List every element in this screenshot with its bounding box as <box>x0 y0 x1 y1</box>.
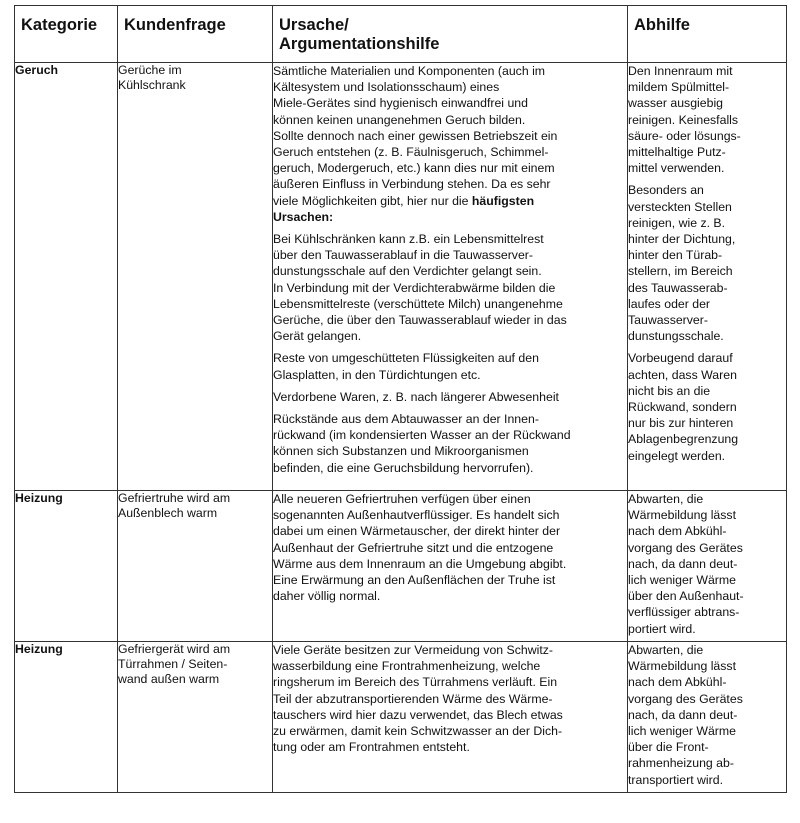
remedy-line: vorgang des Gerätes <box>628 540 743 555</box>
cause-line: Gerüche, die über den Tauwasserablauf wieder in das <box>273 313 567 328</box>
question-cell <box>118 642 273 793</box>
remedy-line: über den Außenhaut- <box>628 589 744 604</box>
cause-line: Sämtliche Materialien und Komponenten (auch im <box>273 64 546 78</box>
remedy-line: Tauwasserver- <box>628 313 708 328</box>
cause-text: viele Möglichkeiten gibt, hier nur die <box>273 193 472 208</box>
remedy-line: mildem Spülmittel- <box>628 80 730 95</box>
remedy-line: Besonders an <box>628 183 704 198</box>
cause-line: zu erwärmen, damit kein Schwitzwasser an der Dich- <box>273 724 563 739</box>
cause-line: In Verbindung mit der Verdichterabwärme bilden die <box>273 280 556 295</box>
remedy-paragraph <box>628 63 786 176</box>
cause-line: Eine Erwärmung an den Außenflächen der Truhe ist <box>273 573 556 588</box>
cause-line: tung oder am Frontrahmen entsteht. <box>273 740 470 755</box>
remedy-cell <box>628 491 787 642</box>
cause-emphasis: häufigsten <box>471 193 535 208</box>
remedy-line: versteckten Stellen <box>628 199 732 214</box>
remedy-line: lich weniger Wärme <box>628 573 736 588</box>
cause-line: Außenhaut der Gefriertruhe sitzt und die entzogene <box>273 540 554 555</box>
question-line: Außenblech warm <box>118 506 218 520</box>
remedy-paragraph <box>628 642 786 788</box>
remedy-line: Ablagenbegrenzung <box>628 432 739 447</box>
remedy-paragraph <box>628 182 786 344</box>
cause-line <box>273 193 627 209</box>
remedy-line: nach dem Abkühl- <box>628 675 727 690</box>
remedy-line: hinter der Dichtung, <box>628 232 736 247</box>
question-line: Gerüche im <box>118 63 182 77</box>
remedy-line: wasser ausgiebig <box>628 96 724 111</box>
table-row <box>15 63 787 491</box>
cause-paragraph <box>273 491 627 604</box>
header-remedy: Abhilfe <box>628 6 787 63</box>
cause-line: Miele-Gerätes sind hygienisch einwandfrei und <box>273 96 528 111</box>
cause-line: können sich Substanzen und Mikroorganismen <box>273 444 529 459</box>
cause-line: Bei Kühlschränken kann z.B. ein Lebensmittelrest <box>273 232 544 247</box>
cause-line: Glasplatten, in den Türdichtungen etc. <box>273 367 481 382</box>
cause-line: Alle neueren Gefriertruhen verfügen über einen <box>273 492 531 506</box>
remedy-line: Wärmebildung lässt <box>628 659 736 674</box>
cause-line: daher völlig normal. <box>273 589 381 604</box>
cause-line: wasserbildung eine Frontrahmenheizung, welche <box>273 659 541 674</box>
remedy-line: reinigen, wie z. B. <box>628 215 726 230</box>
cause-line: tauschers wird hier dazu verwendet, das Blech etwas <box>273 707 563 722</box>
header-cause-line1: Ursache/ <box>279 16 349 34</box>
question-line: Gefriertruhe wird am <box>118 491 231 505</box>
remedy-line: Rückwand, sondern <box>628 400 737 415</box>
cause-line: ringsherum im Bereich des Türrahmens verläuft. Ein <box>273 675 558 690</box>
remedy-line: hinter den Türab- <box>628 248 723 263</box>
cause-line: Viele Geräte besitzen zur Vermeidung von Schwitz- <box>273 643 554 657</box>
cause-line: Rückstände aus dem Abtauwasser an der Innen- <box>273 412 539 427</box>
remedy-line: Wärmebildung lässt <box>628 508 736 523</box>
table-row <box>15 642 787 793</box>
header-question: Kundenfrage <box>118 6 273 63</box>
remedy-line: nur bis zur hinteren <box>628 416 734 431</box>
cause-paragraph <box>273 389 627 405</box>
remedy-line: laufes oder der <box>628 296 711 311</box>
remedy-line: stellern, im Bereich <box>628 264 733 279</box>
cause-cell <box>273 491 628 642</box>
cause-cell <box>273 642 628 793</box>
question-line: Türrahmen / Seiten- <box>118 657 228 671</box>
question-cell <box>118 491 273 642</box>
cause-line: befinden, die eine Geruchsbildung hervorrufen). <box>273 460 534 475</box>
remedy-line: nach, da dann deut- <box>628 556 738 571</box>
remedy-line: des Tauwasserab- <box>628 280 728 295</box>
remedy-line: transportiert wird. <box>628 772 723 787</box>
cause-line: geruch, Modergeruch, etc.) kann dies nur mit einem <box>273 161 555 176</box>
category-cell: Heizung <box>15 491 118 642</box>
table-header-row <box>15 6 787 63</box>
header-cause-line2: Argumentationshilfe <box>279 35 440 53</box>
remedy-line: vorgang des Gerätes <box>628 691 743 706</box>
cause-line: über den Tauwasserablauf in die Tauwasserver- <box>273 248 533 263</box>
header-cause <box>273 6 628 63</box>
cause-line: dabei um einen Wärmetauscher, der direkt hinter der <box>273 524 561 539</box>
cause-paragraph <box>273 231 627 344</box>
remedy-line: über die Front- <box>628 740 709 755</box>
header-category: Kategorie <box>15 6 118 63</box>
cause-line: Gerät gelangen. <box>273 329 362 344</box>
cause-line: können keinen unangenehmen Geruch bilden. <box>273 112 526 127</box>
cause-line: Lebensmittelreste (verschüttete Milch) unangenehme <box>273 296 563 311</box>
category-cell: Heizung <box>15 642 118 793</box>
table-row <box>15 491 787 642</box>
question-line: Gefriergerät wird am <box>118 642 231 656</box>
cause-line: sogenannten Außenhautverflüssiger. Es handelt sich <box>273 508 560 523</box>
remedy-line: dunstungsschale. <box>628 329 724 344</box>
cause-paragraph <box>273 411 627 476</box>
question-cell <box>118 63 273 491</box>
cause-line: Ursachen: <box>273 209 334 224</box>
remedy-line: nach, da dann deut- <box>628 707 738 722</box>
cause-line: Verdorbene Waren, z. B. nach längerer Abwesenheit <box>273 389 559 404</box>
cause-line: Reste von umgeschütteten Flüssigkeiten auf den <box>273 351 539 366</box>
cause-paragraph <box>273 350 627 382</box>
remedy-line: Abwarten, die <box>628 492 704 506</box>
remedy-line: eingelegt werden. <box>628 448 726 463</box>
cause-paragraph <box>273 642 627 755</box>
remedy-cell <box>628 63 787 491</box>
category-cell: Geruch <box>15 63 118 491</box>
question-line: Kühlschrank <box>118 78 186 92</box>
remedy-line: nach dem Abkühl- <box>628 524 727 539</box>
cause-line: Kältesystem und Isolationsschaum) eines <box>273 80 500 95</box>
question-line: wand außen warm <box>118 672 220 686</box>
remedy-line: säure- oder lösungs- <box>628 128 741 143</box>
remedy-line: Abwarten, die <box>628 643 704 657</box>
remedy-line: rahmenheizung ab- <box>628 756 734 771</box>
remedy-line: mittelhaltige Putz- <box>628 145 726 160</box>
remedy-paragraph <box>628 491 786 637</box>
cause-line: äußeren Einfluss in Verbindung stehen. Da es sehr <box>273 177 551 192</box>
remedy-line: verflüssiger abtrans- <box>628 605 740 620</box>
remedy-line: Vorbeugend darauf <box>628 351 733 366</box>
remedy-line: mittel verwenden. <box>628 161 725 176</box>
remedy-line: reinigen. Keinesfalls <box>628 112 739 127</box>
cause-line: Sollte dennoch nach einer gewissen Betriebszeit ein <box>273 128 558 143</box>
remedy-line: nicht bis an die <box>628 383 711 398</box>
cause-line: rückwand (im kondensierten Wasser an der Rückwand <box>273 428 571 443</box>
cause-line: Wärme aus dem Innenraum an die Umgebung abgibt. <box>273 556 567 571</box>
remedy-line: portiert wird. <box>628 621 696 636</box>
cause-line: Teil der abzutransportierenden Wärme des Wärme- <box>273 691 553 706</box>
remedy-line: achten, dass Waren <box>628 367 737 382</box>
remedy-cell <box>628 642 787 793</box>
remedy-line: Den Innenraum mit <box>628 64 733 78</box>
faq-table <box>14 5 787 793</box>
cause-line: dunstungsschale auf den Verdichter gelangt sein. <box>273 264 542 279</box>
remedy-paragraph <box>628 350 786 463</box>
cause-cell <box>273 63 628 491</box>
cause-line: Geruch entstehen (z. B. Fäulnisgeruch, Schimmel- <box>273 145 549 160</box>
cause-paragraph <box>273 63 627 225</box>
remedy-line: lich weniger Wärme <box>628 724 736 739</box>
